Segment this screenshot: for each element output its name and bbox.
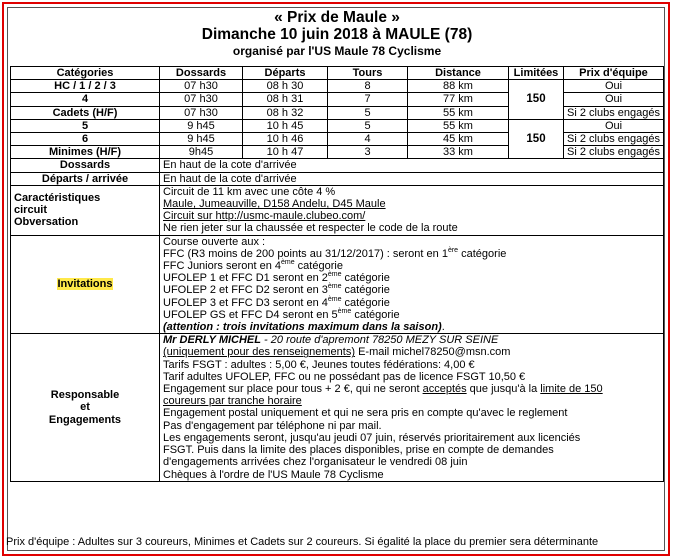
engagement-line: coureurs par tranche horaire — [163, 395, 302, 408]
cell-category: 4 — [11, 93, 160, 106]
cell-tours: 3 — [328, 146, 408, 159]
table-row — [11, 93, 664, 106]
invitations-label-text: Invitations — [57, 278, 113, 291]
cell-dossards: 9 h45 — [160, 119, 243, 132]
table-row — [11, 133, 664, 146]
col-header-distance: Distance — [408, 67, 509, 80]
cell-distance: 55 km — [408, 106, 509, 119]
table-row — [11, 106, 664, 119]
cell-limitees: 150 — [509, 119, 564, 159]
cell-prix: Si 2 clubs engagés — [564, 133, 664, 146]
engagement-line: Engagement sur place pour tous + 2 €, qui ne seront acceptés que jusqu'à la limite de 150 — [163, 383, 603, 396]
engagement-line: Tarif adultes UFOLEP, FFC ou ne possédant pas de licence FSGT 10,50 € — [163, 370, 526, 383]
col-header-dossards: Dossards — [160, 67, 243, 80]
circuit-row — [11, 185, 664, 235]
engagements-row — [11, 334, 664, 481]
engagements-label-line: Responsable — [50, 389, 120, 402]
col-header-categories: Catégories — [11, 67, 160, 80]
engagement-line: FSGT. Puis dans la limite des places disponibles, prise en compte de demandes — [163, 444, 554, 457]
circuit-line: Circuit de 11 km avec une côte 4 % — [163, 185, 336, 198]
footer-note: Prix d'équipe : Adultes sur 3 coureurs, Minimes et Cadets sur 2 coureurs. Si égalité la place du premier sera déterminante — [6, 536, 599, 548]
cell-tours: 5 — [328, 106, 408, 119]
circuit-label-line: Obversation — [14, 216, 79, 229]
cell-dossards: 07 h30 — [160, 80, 243, 93]
circuit-link[interactable]: Circuit sur http://usmc-maule.clubeo.com/ — [163, 210, 366, 223]
engagement-line: Les engagements seront, jusqu'au jeudi 07 juin, réservés prioritairement aux licenciés — [163, 431, 581, 444]
circuit-label-line: circuit — [14, 204, 48, 217]
invitation-line: UFOLEP GS et FFC D4 seront en 5ème catégorie — [163, 307, 400, 321]
col-header-tours: Tours — [328, 67, 408, 80]
cell-tours: 7 — [328, 93, 408, 106]
table-row — [11, 80, 664, 93]
cell-prix: Oui — [564, 93, 664, 106]
cell-category: HC / 1 / 2 / 3 — [11, 80, 160, 93]
engagement-line: Engagement postal uniquement et qui ne sera pris en compte qu'avec le reglement — [163, 407, 568, 420]
engagements-details — [160, 334, 664, 481]
invitation-line: FFC Juniors seront en 4ème catégorie — [163, 259, 343, 273]
race-table — [10, 66, 664, 482]
cell-tours: 4 — [328, 133, 408, 146]
cell-prix: Si 2 clubs engagés — [564, 146, 664, 159]
invitation-line: UFOLEP 3 et FFC D3 seront en 4ème catégorie — [163, 295, 390, 309]
cell-distance: 88 km — [408, 80, 509, 93]
table-row — [11, 119, 664, 132]
cell-departs: 10 h 46 — [243, 133, 328, 146]
cell-prix: Oui — [564, 119, 664, 132]
cell-departs: 08 h 31 — [243, 93, 328, 106]
cell-dossards: 9h45 — [160, 146, 243, 159]
invitation-line: FFC (R3 moins de 200 points au 31/12/2017) : seront en 1ère catégorie — [163, 246, 507, 260]
cell-category: 6 — [11, 133, 160, 146]
dossards-row — [11, 159, 664, 172]
departs-value: En haut de la cote d'arrivée — [160, 172, 664, 185]
col-header-departs: Départs — [243, 67, 328, 80]
departs-label: Départs / arrivée — [11, 172, 160, 185]
dossards-label: Dossards — [11, 159, 160, 172]
cell-dossards: 9 h45 — [160, 133, 243, 146]
cell-departs: 10 h 45 — [243, 119, 328, 132]
cell-distance: 55 km — [408, 119, 509, 132]
invitation-line: UFOLEP 2 et FFC D2 seront en 3ème catégorie — [163, 283, 390, 297]
col-header-prix: Prix d'équipe — [564, 67, 664, 80]
event-date: Dimanche 10 juin 2018 à MAULE (78) — [201, 26, 473, 43]
cell-departs: 08 h 32 — [243, 106, 328, 119]
contact-line: (uniquement pour des renseignements) E-mail michel78250@msn.com — [163, 346, 511, 359]
circuit-details — [160, 185, 664, 235]
invitations-details — [160, 235, 664, 334]
departs-row — [11, 172, 664, 185]
cell-dossards: 07 h30 — [160, 106, 243, 119]
engagements-label-line: et — [80, 401, 90, 414]
circuit-line: Ne rien jeter sur la chaussée et respecter le code de la route — [163, 222, 458, 235]
cell-departs: 10 h 47 — [243, 146, 328, 159]
cell-departs: 08 h 30 — [243, 80, 328, 93]
cell-distance: 45 km — [408, 133, 509, 146]
invitation-warning: (attention : trois invitations maximum dans la saison). — [163, 321, 445, 334]
invitations-label — [11, 235, 160, 334]
email-link[interactable]: E-mail michel78250@msn.com — [355, 346, 511, 359]
cell-limitees: 150 — [509, 80, 564, 120]
engagements-label — [11, 334, 160, 481]
engagements-label-line: Engagements — [48, 413, 122, 426]
circuit-label — [11, 185, 160, 235]
col-header-limitees: Limitées — [509, 67, 564, 80]
cell-distance: 77 km — [408, 93, 509, 106]
cell-prix: Si 2 clubs engagés — [564, 106, 664, 119]
dossards-value: En haut de la cote d'arrivée — [160, 159, 664, 172]
invitations-row — [11, 235, 664, 334]
cell-distance: 33 km — [408, 146, 509, 159]
engagement-line: Pas d'engagement par téléphone ni par mail. — [163, 419, 382, 432]
cell-category: 5 — [11, 119, 160, 132]
cell-category: Cadets (H/F) — [11, 106, 160, 119]
table-row — [11, 146, 664, 159]
cell-prix: Oui — [564, 80, 664, 93]
cell-dossards: 07 h30 — [160, 93, 243, 106]
table-header-row — [11, 67, 664, 80]
invitation-line: Course ouverte aux : — [163, 235, 266, 248]
responsable-line: Mr DERLY MICHEL - 20 route d'apremont 78250 MEZY SUR SEINE — [163, 334, 499, 347]
engagement-line: Chèques à l'ordre de l'US Maule 78 Cyclisme — [163, 468, 384, 481]
engagement-line: Tarifs FSGT : adultes : 5,00 €, Jeunes toutes fédérations: 4,00 € — [163, 358, 475, 371]
event-organizer: organisé par l'US Maule 78 Cyclisme — [232, 44, 442, 58]
event-title: « Prix de Maule » — [274, 9, 400, 26]
engagement-line: d'engagements arrivées chez l'organisateur le vendredi 08 juin — [163, 456, 468, 469]
invitation-line: UFOLEP 1 et FFC D1 seront en 2ème catégorie — [163, 271, 390, 285]
cell-tours: 8 — [328, 80, 408, 93]
circuit-label-line: Caractéristiques — [14, 191, 101, 204]
cell-category: Minimes (H/F) — [11, 146, 160, 159]
cell-tours: 5 — [328, 119, 408, 132]
circuit-route: Maule, Jumeauville, D158 Andelu, D45 Maule — [163, 198, 386, 211]
